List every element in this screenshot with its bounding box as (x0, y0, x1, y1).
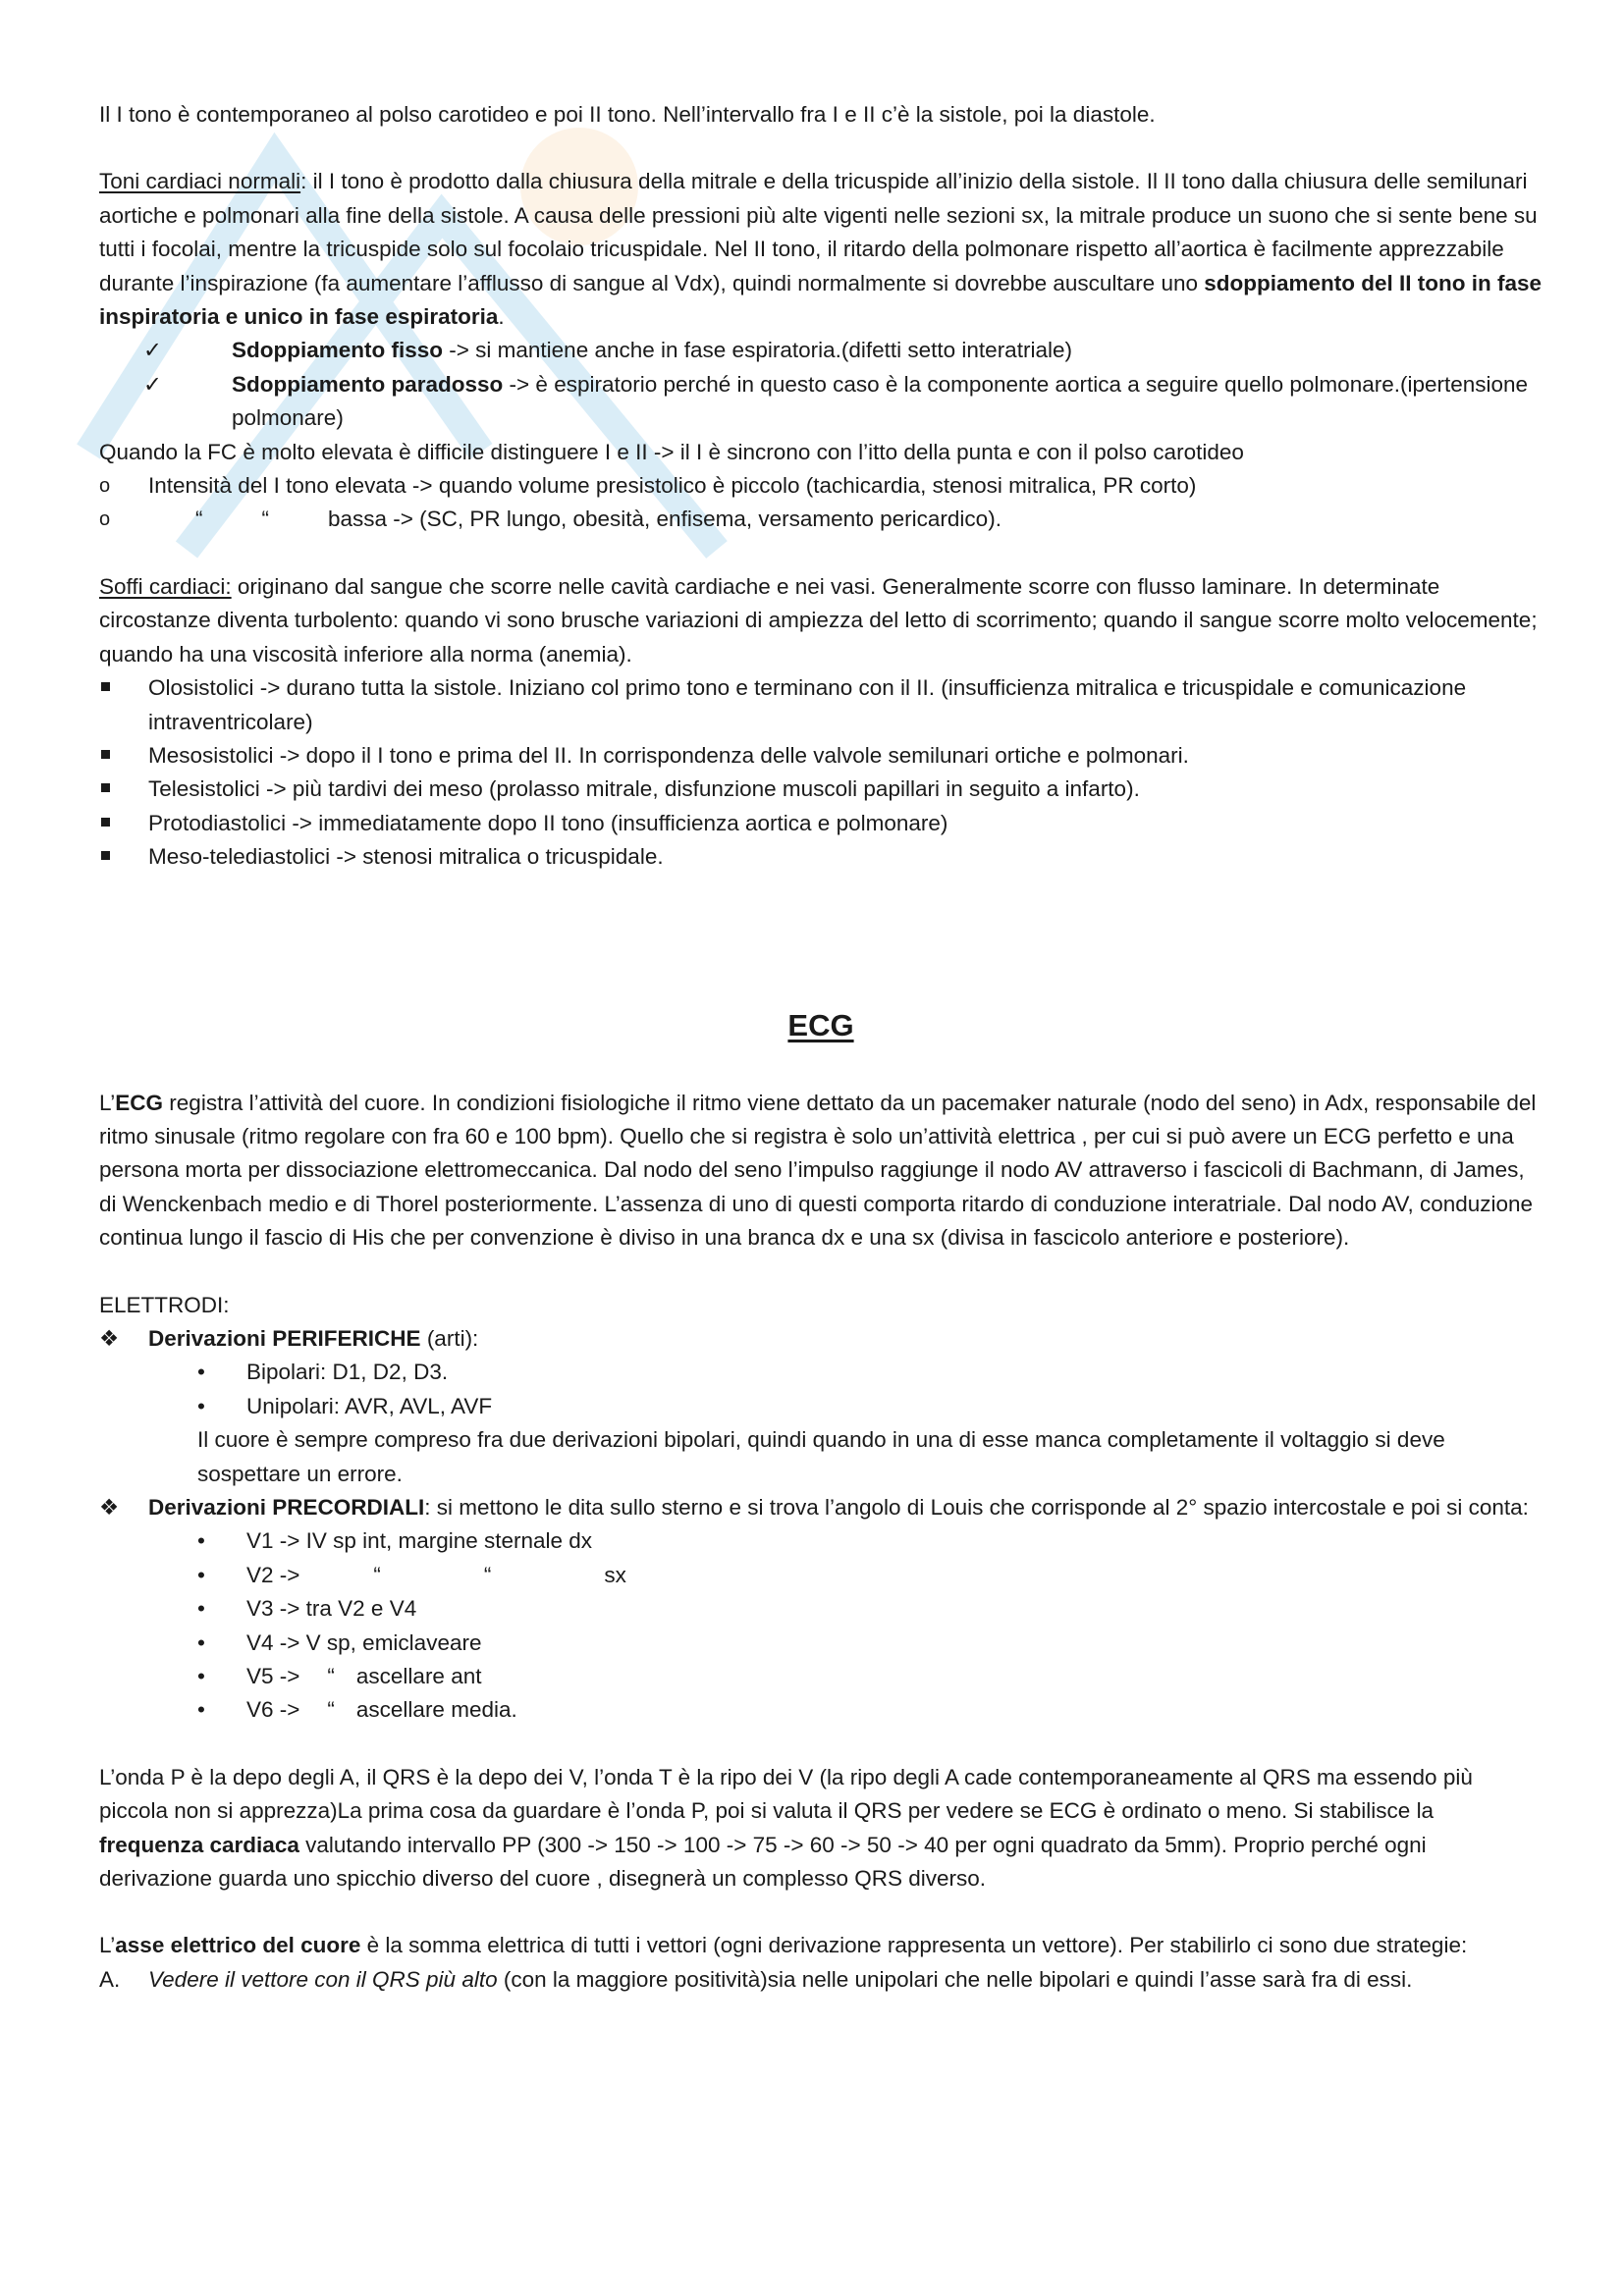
square-item: Mesosistolici -> dopo il I tono e prima del II. In corrispondenza delle valvole semilunari ortiche e polmonari. (99, 739, 1543, 773)
square-bullet-icon (99, 671, 148, 705)
dot-bullet-icon: • (197, 1629, 205, 1655)
dot-bullet-icon: • (197, 1562, 205, 1587)
square-bullet-icon (99, 807, 148, 840)
dot-bullet-icon: • (197, 1697, 205, 1723)
square-item: Olosistolici -> durano tutta la sistole. Iniziano col primo tono e terminano con il II. (insufficienza mitralica e tricuspidale e comunicazione intraventricolare) (99, 671, 1543, 739)
dot-bullet-icon: • (197, 1528, 205, 1554)
diamond-bullet-icon: ❖ (99, 1495, 120, 1520)
dot-item: • V1 -> IV sp int, margine sternale dx (99, 1524, 1543, 1558)
heading-toni: Toni cardiaci normali (99, 169, 301, 194)
letter-marker: A. (99, 1966, 121, 1992)
circle-item: o Intensità del I tono elevata -> quando volume presistolico è piccolo (tachicardia, stenosi mitralica, PR corto) (99, 469, 1543, 503)
heading-soffi: Soffi cardiaci: (99, 573, 232, 599)
dot-bullet-icon: • (197, 1393, 205, 1418)
circle-item: o “ “ bassa -> (SC, PR lungo, obesità, enfisema, versamento pericardico). (99, 503, 1543, 536)
square-item: Protodiastolici -> immediatamente dopo II tono (insufficienza aortica e polmonare) (99, 807, 1543, 840)
paragraph-ecg: L’ECG registra l’attività del cuore. In condizioni fisiologiche il ritmo viene dettato da un pacemaker naturale (nodo del seno) in Adx, responsabile del ritmo sinusale (ritmo regolare con fra 60 e 100 bpm). Quello che si registra è solo un’attività elettrica , per cui si può avere un ECG perfetto e una persona morta per dissociazione elettromeccanica. Dal nodo del seno l’impulso raggiunge il nodo AV attraverso i fascicoli di Bachmann, di James, di Wenckenbach medio e di Thorel posteriormente. L’assenza di uno di questi comporta ritardo di conduzione interatriale. Dal nodo AV, conduzione continua lungo il fascio di His che per convenzione è diviso in una branca dx e una sx (divisa in fascicolo anteriore e posteriore). (99, 1090, 1537, 1251)
dot-item: • Bipolari: D1, D2, D3. (99, 1356, 1543, 1389)
dot-item: • V4 -> V sp, emiclaveare (99, 1627, 1543, 1660)
note-periferiche: Il cuore è sempre compreso fra due derivazioni bipolari, quindi quando in una di esse manca completamente il voltaggio si deve sospettare un errore. (197, 1427, 1445, 1486)
circle-bullet-icon: o (99, 508, 111, 531)
square-bullet-icon (99, 773, 148, 806)
lettered-item-a: A. Vedere il vettore con il QRS più alto (con la maggiore positività)sia nelle unipolari che nelle bipolari e quindi l’asse sarà fra di essi. (99, 1963, 1543, 1997)
paragraph-intro: Il I tono è contemporaneo al polso carotideo e poi II tono. Nell’intervallo fra I e II c’è la sistole, poi la diastole. (99, 102, 1156, 127)
dot-bullet-icon: • (197, 1664, 205, 1689)
checkmark-icon: ✓ (143, 371, 162, 397)
paragraph-onda: L’onda P è la depo degli A, il QRS è la depo dei V, l’onda T è la ripo dei V (la ripo degli A cade contemporaneamente al QRS ma essendo più piccola non si apprezza)La prima cosa da guardare è l’onda P, poi si valuta il QRS per vedere se ECG è ordinato o meno. Si stabilisce la frequenza cardiaca valutando intervallo PP (300 -> 150 -> 100 -> 75 -> 60 -> 50 -> 40 per ogni quadrato da 5mm). Proprio perché ogni derivazione guarda uno spicchio diverso del cuore , disegnerà un complesso QRS diverso. (99, 1764, 1473, 1892)
checkmark-icon: ✓ (143, 338, 162, 363)
square-bullet-icon (99, 840, 148, 874)
label-elettrodi: ELETTRODI: (99, 1292, 230, 1317)
circle-bullet-icon: o (99, 475, 111, 498)
check-item: ✓ Sdoppiamento paradosso -> è espiratorio perché in questo caso è la componente aortica a seguire quello polmonare.(ipertensione polmonare) (99, 368, 1543, 436)
check-item: ✓ Sdoppiamento fisso -> si mantiene anche in fase espiratoria.(difetti setto interatriale) (99, 334, 1543, 367)
square-bullet-icon (99, 739, 148, 773)
paragraph-soffi: Soffi cardiaci: originano dal sangue che scorre nelle cavità cardiache e nei vasi. Generalmente scorre con flusso laminare. In determinate circostanze diventa turbolento: quando vi sono brusche variazioni di ampiezza del letto di scorrimento; quando il sangue scorre molto velocemente; quando ha una viscosità inferiore alla norma (anemia). (99, 573, 1538, 667)
document-body (99, 98, 1543, 1997)
paragraph-toni: Toni cardiaci normali: il I tono è prodotto dalla chiusura della mitrale e della tricuspide all’inizio della sistole. Il II tono dalla chiusura delle semilunari aortiche e polmonari alla fine della sistole. A causa delle pressioni più alte vigenti nelle sezioni sx, la mitrale produce un suono che si sente bene su tutti i focolai, mentre la tricuspide solo sul focolaio tricuspidale. Nel II tono, il ritardo della polmonare rispetto all’aortica è facilmente apprezzabile durante l’inspirazione (fa aumentare l’afflusso di sangue al Vdx), quindi normalmente si dovrebbe auscultare uno sdoppiamento del II tono in fase inspiratoria e unico in fase espiratoria. (99, 169, 1543, 330)
paragraph-asse: L’asse elettrico del cuore è la somma elettrica di tutti i vettori (ogni derivazione rappresenta un vettore). Per stabilirlo ci sono due strategie: (99, 1933, 1468, 1958)
section-title-ecg: ECG (787, 1007, 854, 1042)
diamond-item-periferiche: ❖ Derivazioni PERIFERICHE (arti): (99, 1322, 1543, 1356)
bold-sdoppiamento: sdoppiamento del II tono in fase inspiratoria e unico in fase espiratoria (99, 270, 1543, 330)
dot-item: • Unipolari: AVR, AVL, AVF (99, 1390, 1543, 1423)
diamond-item-precordiali: ❖ Derivazioni PRECORDIALI: si mettono le dita sullo sterno e si trova l’angolo di Louis che corrisponde al 2° spazio intercostale e poi si conta: (99, 1491, 1543, 1524)
diamond-bullet-icon: ❖ (99, 1325, 120, 1351)
square-item: Meso-telediastolici -> stenosi mitralica o tricuspidale. (99, 840, 1543, 874)
dot-bullet-icon: • (197, 1360, 205, 1385)
dot-item: • V5 -> “ ascellare ant (99, 1660, 1543, 1693)
dot-item: • V6 -> “ ascellare media. (99, 1693, 1543, 1727)
square-item: Telesistolici -> più tardivi dei meso (prolasso mitrale, disfunzione muscoli papillari in seguito a infarto). (99, 773, 1543, 806)
dot-bullet-icon: • (197, 1596, 205, 1622)
dot-item: • V3 -> tra V2 e V4 (99, 1592, 1543, 1626)
dot-item: • V2 -> “ “ sx (99, 1559, 1543, 1592)
paragraph-fc: Quando la FC è molto elevata è difficile distinguere I e II -> il I è sincrono con l’itto della punta e con il polso carotideo (99, 439, 1244, 464)
